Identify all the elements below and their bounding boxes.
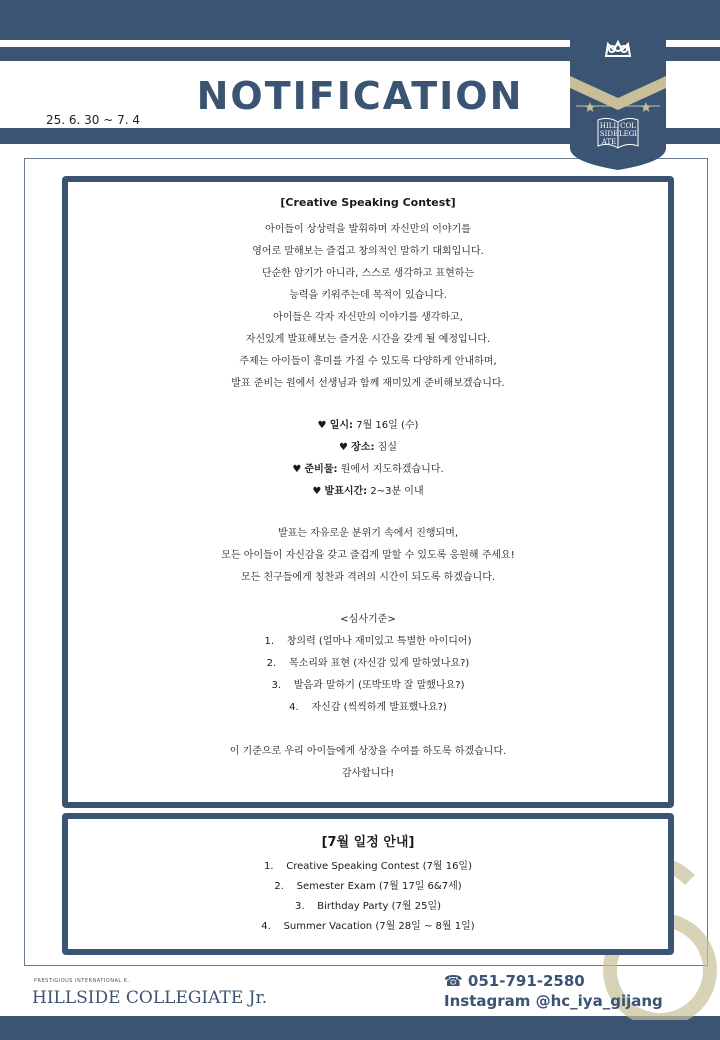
footer-school-name: HILLSIDE COLLEGIATE Jr. <box>32 988 268 1008</box>
detail-place: ♥ 장소: 짐실 <box>339 442 397 453</box>
school-crest-logo <box>570 0 666 170</box>
intro-line: 주제는 아이들이 흥미를 가질 수 있도록 다양하게 안내하며, <box>239 356 497 367</box>
crest-text-4: LEGI <box>618 130 638 138</box>
schedule-item: 2. Semester Exam (7월 17일 6&7세) <box>274 881 462 892</box>
july-schedule-box <box>62 813 674 955</box>
crest-text-5: ATE <box>601 138 617 146</box>
heart-icon: ♥ <box>339 442 348 453</box>
crest-text-1: HILL <box>599 122 619 130</box>
criteria-item: 4. 자신감 (씩씩하게 발표했나요?) <box>289 702 447 713</box>
detail-date: ♥ 일시: 7월 16일 (수) <box>317 420 419 431</box>
phone-icon: ☎ <box>444 972 463 990</box>
schedule-item: 3. Birthday Party (7월 25일) <box>294 901 442 912</box>
encouragement-line: 모든 아이들이 자신감을 갖고 즐겁게 말할 수 있도록 응원해 주세요! <box>221 550 515 561</box>
footer-instagram: Instagram @hc_iya_gijang <box>444 992 663 1010</box>
crest-text-3: COL <box>620 122 636 130</box>
date-range: 25. 6. 30 ~ 7. 4 <box>46 113 141 127</box>
closing-line: 이 기준으로 우리 아이들에게 상장을 수여를 하도록 하겠습니다. <box>229 746 507 757</box>
intro-line: 능력을 키워주는데 목적이 있습니다. <box>289 290 447 301</box>
heart-icon: ♥ <box>292 464 302 475</box>
closing-line: 감사합니다! <box>341 768 395 779</box>
contest-heading: [Creative Speaking Contest] <box>280 196 456 209</box>
detail-duration: ♥ 발표시간: 2~3분 이내 <box>312 486 424 497</box>
encouragement-line: 발표는 자유로운 분위기 속에서 진행되며, <box>277 528 459 539</box>
heart-icon: ♥ <box>312 486 322 497</box>
criteria-item: 2. 목소리와 표현 (자신감 있게 말하였나요?) <box>266 658 470 669</box>
page-title: NOTIFICATION <box>196 74 524 118</box>
detail-supplies: ♥ 준비물: 원에서 지도하겠습니다. <box>292 464 444 475</box>
contest-notice-box <box>62 176 674 808</box>
schedule-heading: [7월 일정 안내] <box>321 835 415 850</box>
footer-tagline: PRESTIGIOUS INTERNATIONAL K. <box>34 978 130 984</box>
criteria-item: 3. 발음과 말하기 (또박또박 잘 말했나요?) <box>271 680 465 691</box>
intro-line: 발표 준비는 원에서 선생님과 함께 재미있게 준비해보겠습니다. <box>231 378 505 389</box>
intro-line: 영어로 말해보는 즐겁고 창의적인 말하기 대회입니다. <box>252 246 484 257</box>
intro-line: 자신있게 발표해보는 즐거운 시간을 갖게 될 예정입니다. <box>245 334 491 345</box>
footer-phone: ☎ 051-791-2580 <box>444 972 585 990</box>
intro-line: 아이들은 각자 자신만의 이야기를 생각하고, <box>273 312 463 323</box>
schedule-item: 1. Creative Speaking Contest (7월 16일) <box>264 861 472 872</box>
crest-text-2: SIDE <box>599 130 619 138</box>
intro-line: 아이들이 상상력을 발휘하며 자신만의 이야기를 <box>265 224 471 235</box>
heart-icon: ♥ <box>317 420 327 431</box>
criteria-item: 1. 창의력 (얼마나 재미있고 특별한 아이디어) <box>264 636 472 647</box>
intro-line: 단순한 암기가 아니라, 스스로 생각하고 표현하는 <box>261 268 475 279</box>
encouragement-line: 모든 친구들에게 칭찬과 격려의 시간이 되도록 하겠습니다. <box>240 572 496 583</box>
schedule-item: 4. Summer Vacation (7월 28일 ~ 8월 1일) <box>261 921 475 932</box>
criteria-title: <심사기준> <box>340 614 396 625</box>
